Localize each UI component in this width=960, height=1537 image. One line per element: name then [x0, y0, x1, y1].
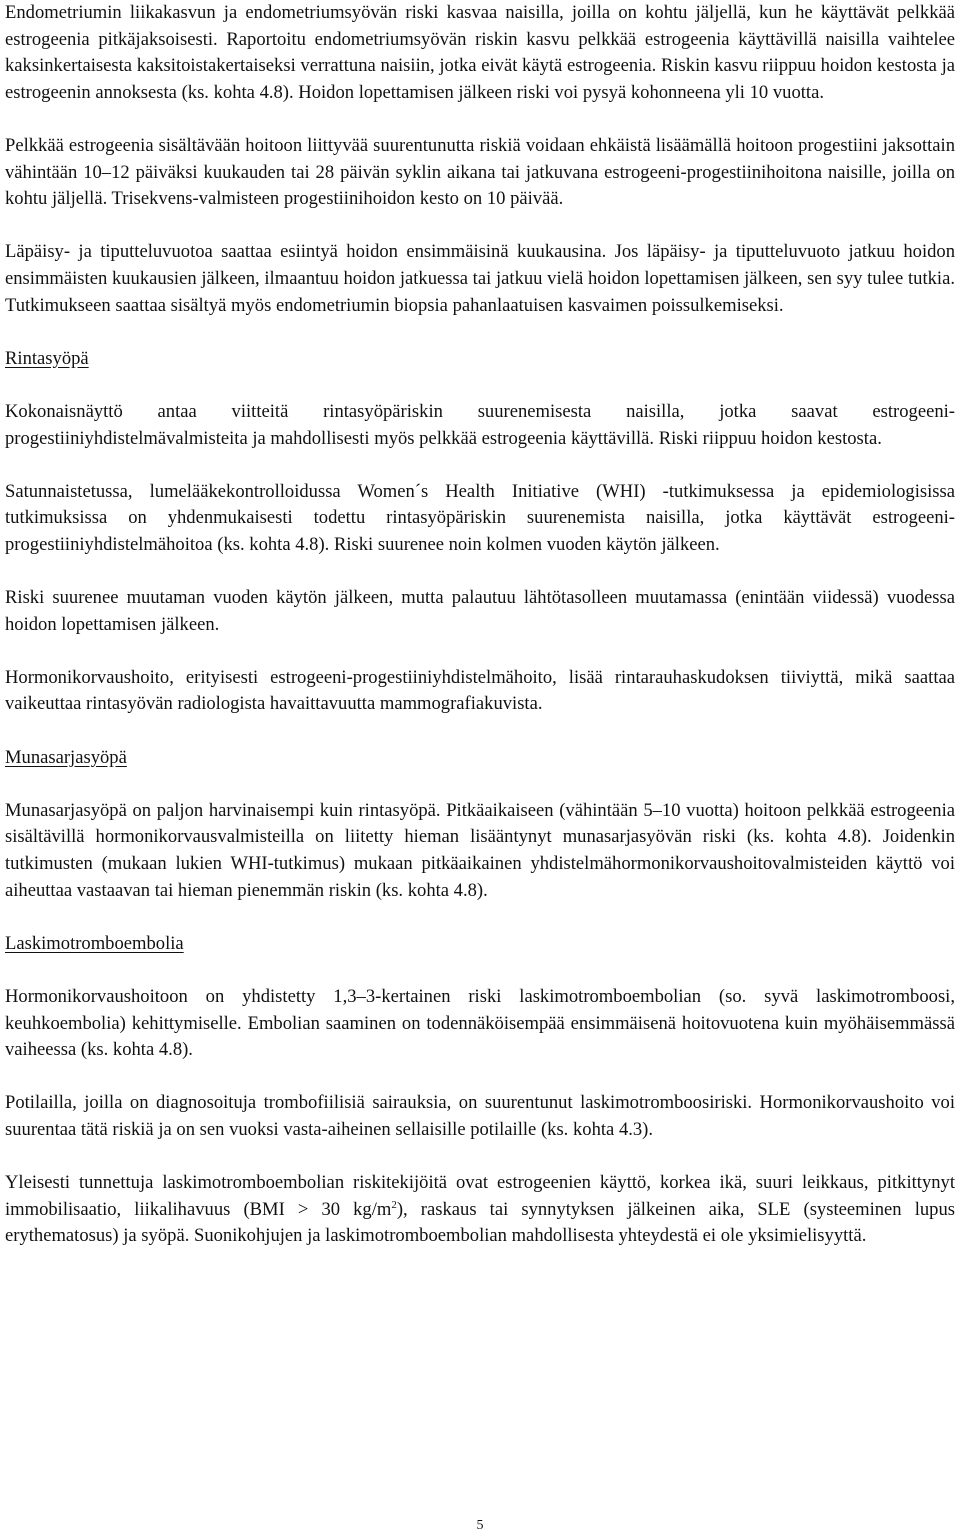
paragraph-mammography: Hormonikorvaushoito, erityisesti estrogeeni-progestiiniyhdistelmähoito, lisää rintarauhaskudoksen tiiviyttä, mikä saattaa vaikeuttaa rintasyövän radiologista havaittavuutta mammografiakuvista. — [5, 666, 955, 715]
heading-breast-cancer: Rintasyöpä — [5, 347, 89, 369]
heading-vte: Laskimotromboembolia — [5, 932, 184, 954]
spacer — [5, 372, 955, 399]
paragraph-vte-risk-factors — [5, 1170, 955, 1250]
spacer — [5, 1144, 955, 1171]
superscript-two: 2 — [391, 1198, 397, 1211]
paragraph-risk-return: Riski suurenee muutaman vuoden käytön jälkeen, mutta palautuu lähtötasolleen muutamassa (enintään viidessä) vuodessa hoidon lopettamisen jälkeen. — [5, 587, 955, 635]
spacer — [5, 638, 955, 665]
spacer — [5, 957, 955, 984]
risk-factors-text-end: ), raskaus tai synnytyksen jälkeinen aika, SLE (systeeminen lupus erythematosus) ja syöpä. Suonikohjujen ja laskimotromboembolian mahdollisesta yhteydestä ei ole yksimielisyyttä. — [5, 1198, 955, 1247]
page-number: 5 — [476, 1518, 484, 1533]
paragraph-endometrium-risk: Endometriumin liikakasvun ja endometriumsyövän riski kasvaa naisilla, joilla on kohtu jäljellä, kun he käyttävät pelkkää estrogeenia pitkäjaksoisesti. Raportoitu endometriumsyövän riskin kasvu pelkkää estrogeenia käyttävillä naisilla vaihtelee kaksinkertaisesta kaksitoistakertaiseksi verrattuna naisiin, jotka eivät käytä estrogeenia. Riskin kasvu riippuu hoidon kestosta ja estrogeenin annoksesta (ks. kohta 4.8). Hoidon lopettamisen jälkeen riski voi pysyä kohonneena yli 10 vuotta. — [5, 2, 955, 103]
heading-ovarian-cancer: Munasarjasyöpä — [5, 746, 127, 768]
paragraph-thrombophilia: Potilailla, joilla on diagnosoituja trombofiilisiä sairauksia, on suurentunut laskimotromboosiriski. Hormonikorvaushoito voi suurentaa tätä riskiä ja on sen vuoksi vasta-aiheinen sellaisille potilaille (ks. kohta 4.3). — [5, 1092, 955, 1140]
risk-factors-text-start: Yleisesti tunnettuja laskimotromboembolian riskitekijöitä ovat estrogeenien käyttö, korkea ikä, suuri leikkaus, pitkittynyt immobilisaatio, liikalihavuus (BMI > 30 kg/m — [5, 1172, 955, 1220]
paragraph-bleeding: Läpäisy- ja tiputteluvuotoa saattaa esiintyä hoidon ensimmäisinä kuukausina. Jos läpäisy- ja tiputteluvuoto jatkuu hoidon ensimmäisten kuukausien jälkeen, ilmaantuu hoidon jatkuessa tai jatkuu vielä hoidon lopettamisen jälkeen, sen syy tulee tutkia. Tutkimukseen saattaa sisältyä myös endometriumin biopsia pahanlaatuisen kasvaimen poissulkemiseksi. — [5, 241, 955, 316]
spacer — [5, 1064, 955, 1091]
paragraph-progestin-prevention: Pelkkää estrogeenia sisältävään hoitoon liittyvää suurentunutta riskiä voidaan ehkäistä lisäämällä hoitoon progestiini jaksottain vähintään 10–12 päiväksi kuukauden tai 28 päivän syklin aikana tai jatkuvana estrogeeni-progestiinihoitona naisille, joilla on kohtu jäljellä. Trisekvens-valmisteen progestiinihoidon kesto on 10 päivää. — [5, 134, 955, 210]
paragraph-vte-risk: Hormonikorvaushoitoon on yhdistetty 1,3–3-kertainen riski laskimotromboembolian (so. syvä laskimotromboosi, keuhkoembolia) kehittymiselle. Embolian saaminen on todennäköisempää ensimmäisenä hoitovuotena kuin myöhäisemmässä vaiheessa (ks. kohta 4.8). — [5, 985, 955, 1061]
spacer — [5, 213, 955, 240]
paragraph-ovarian-risk: Munasarjasyöpä on paljon harvinaisempi kuin rintasyöpä. Pitkäaikaiseen (vähintään 5–10 vuotta) hoitoon pelkkää estrogeenia sisältävillä hormonikorvausvalmisteilla on liitetty hieman lisääntynyt munasarjasyövän riski (ks. kohta 4.8). Joidenkin tutkimusten (mukaan lukien WHI-tutkimus) mukaan pitkäaikainen yhdistelmähormonikorvaushoitovalmisteiden käyttö voi aiheuttaa vastaavan tai hieman pienemmän riskin (ks. kohta 4.8). — [5, 799, 955, 901]
spacer — [5, 904, 955, 931]
spacer — [5, 319, 955, 346]
paragraph-breast-evidence: Kokonaisnäyttö antaa viitteitä rintasyöpäriskin suurenemisesta naisilla, jotka saavat estrogeeni-progestiiniyhdistelmävalmisteita ja mahdollisesti myös pelkkää estrogeenia käyttävillä. Riski riippuu hoidon kestosta. — [5, 400, 955, 449]
spacer — [5, 718, 955, 745]
spacer — [5, 452, 955, 479]
spacer — [5, 106, 955, 133]
spacer — [5, 771, 955, 798]
document-page — [5, 0, 955, 1250]
spacer — [5, 558, 955, 585]
paragraph-whi-study: Satunnaistetussa, lumelääkekontrolloidussa Women´s Health Initiative (WHI) -tutkimuksessa ja epidemiologisissa tutkimuksissa on yhdenmukaisesti todettu rintasyöpäriskin suurenemista naisilla, jotka käyttävät estrogeeni-progestiiniyhdistelmähoitoa (ks. kohta 4.8). Riski suurenee noin kolmen vuoden käytön jälkeen. — [5, 480, 955, 555]
